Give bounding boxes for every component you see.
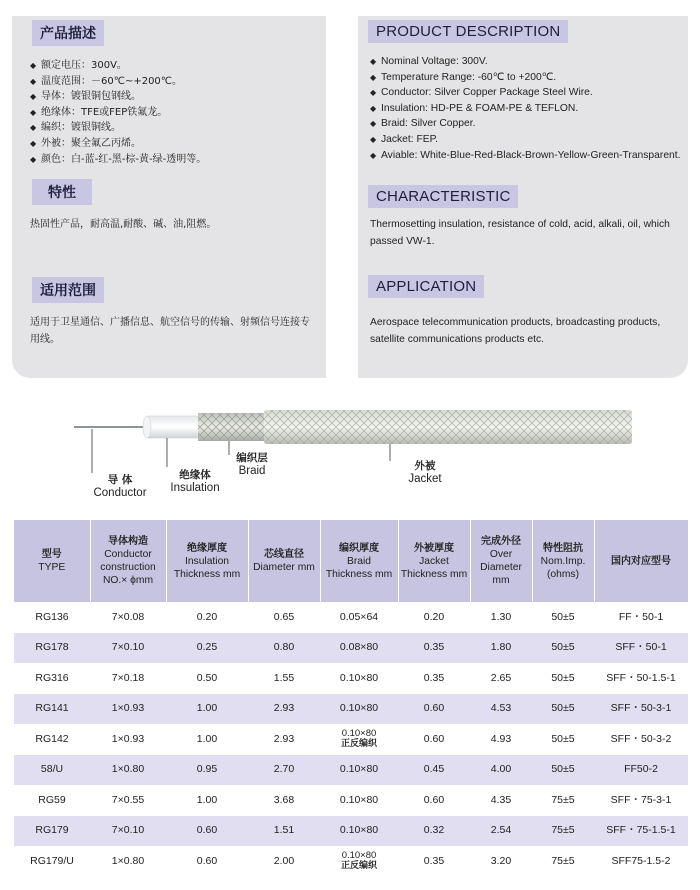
cell-imp: 75±5: [551, 793, 575, 806]
table-row: [14, 816, 688, 847]
cell-type: RG141: [14, 694, 90, 725]
cell-imp: 50±5: [551, 732, 575, 745]
spec-item: ◆ 导体：镀银铜包钢线。: [30, 89, 320, 105]
cell-braid: 0.10×80: [339, 793, 379, 806]
cell-type: RG316: [35, 671, 69, 684]
cell-over: 4.35: [490, 793, 512, 806]
cell-jacket: 0.32: [398, 816, 470, 847]
table-row: [14, 633, 688, 664]
spec-item: ◆ 额定电压：300V。: [30, 58, 320, 74]
cell-diameter: 2.93: [273, 732, 295, 745]
cell-type: RG179: [14, 816, 90, 847]
jacket-label: 外被 Jacket: [408, 460, 442, 485]
cell-over: 1.80: [470, 633, 532, 664]
table-row: [14, 694, 688, 725]
cell-diameter: 3.68: [273, 793, 295, 806]
cell-type: 58/U: [14, 755, 90, 786]
cell-imp: 50±5: [532, 755, 594, 786]
spec-item: ◆ 颜色：白-蓝-红-黑-棕-黄-绿-透明等。: [30, 152, 320, 168]
header-insulation: 绝缘厚度 Insulation Thickness mm: [166, 520, 248, 602]
cell-diameter: 0.65: [273, 610, 295, 623]
cell-conductor: 1×0.93: [90, 694, 166, 725]
header-domestic-model: 国内对应型号: [594, 520, 688, 602]
cell-imp: 50±5: [532, 633, 594, 664]
cell-braid: 0.08×80: [320, 633, 398, 664]
characteristic-title-cn: 特性: [32, 179, 92, 205]
cell-braid: 0.10×80: [339, 671, 379, 684]
desc-title-cn: 产品描述: [32, 20, 104, 46]
cell-domestic: SFF・50-3-2: [610, 732, 672, 745]
cell-type: RG142: [35, 732, 69, 745]
cell-jacket: 0.20: [423, 610, 445, 623]
cell-braid: 0.10×80: [320, 755, 398, 786]
header-jacket: 外被厚度 Jacket Thickness mm: [398, 520, 470, 602]
cell-over: 2.65: [490, 671, 512, 684]
spec-item: ◆ Aviable: White-Blue-Red-Black-Brown-Yellow-Green-Transparent.: [370, 148, 682, 164]
cell-insulation: 0.60: [166, 816, 248, 847]
cell-diameter: 0.80: [248, 633, 320, 664]
cell-domestic: SFF・50-1.5-1: [606, 671, 676, 684]
cell-conductor: 1×0.80: [90, 755, 166, 786]
braid-label: 编织层 Braid: [236, 452, 268, 477]
conductor-label: 导 体 Conductor: [93, 474, 147, 499]
cell-conductor: 1×0.80: [111, 854, 145, 867]
cell-domestic: SFF・75-3-1: [610, 793, 672, 806]
cell-domestic: SFF75-1.5-2: [611, 854, 671, 867]
cell-diameter: 1.51: [248, 816, 320, 847]
application-title-en: APPLICATION: [368, 275, 484, 298]
insulation-layer: [146, 416, 202, 438]
cell-insulation: 0.20: [196, 610, 218, 623]
cell-over: 4.93: [490, 732, 512, 745]
spec-item: ◆ Braid: Silver Copper.: [370, 116, 682, 132]
header-braid: 编织厚度 Braid Thickness mm: [320, 520, 398, 602]
table-row: [14, 724, 688, 755]
spec-item: ◆ 温度范围：－60℃~+200℃。: [30, 74, 320, 90]
cell-diameter: 2.00: [273, 854, 295, 867]
cell-imp: 50±5: [532, 694, 594, 725]
cell-over: 3.20: [490, 854, 512, 867]
cell-conductor: 7×0.55: [111, 793, 145, 806]
header-over-diameter: 完成外径 Over Diameter mm: [470, 520, 532, 602]
chinese-description-panel: [12, 16, 326, 378]
header-conductor: 导体构造 Conductor construction NO.× ϕmm: [90, 520, 166, 602]
header-diameter: 芯线直径 Diameter mm: [248, 520, 320, 602]
cell-conductor: 7×0.10: [90, 816, 166, 847]
cell-diameter: 1.55: [273, 671, 295, 684]
spec-item: ◆ 绝缘体：TFE或FEP铁氟龙。: [30, 105, 320, 121]
cell-domestic: SFF・50-1: [594, 633, 688, 664]
cell-jacket: 0.45: [398, 755, 470, 786]
cell-type: RG59: [38, 793, 66, 806]
characteristic-text-cn: 热固性产品，耐高温,耐酸、碱、油,阻燃。: [30, 219, 217, 230]
cell-domestic: FF50-2: [594, 755, 688, 786]
cell-insulation: 1.00: [196, 793, 218, 806]
cell-type: RG178: [14, 633, 90, 664]
cell-over: 2.54: [470, 816, 532, 847]
spec-item: ◆ Temperature Range: -60℃ to +200℃.: [370, 70, 682, 86]
cable-spec-table: [14, 520, 689, 877]
cell-braid: 0.10×80 正反编织: [340, 728, 377, 750]
cell-insulation: 0.95: [166, 755, 248, 786]
cell-insulation: 1.00: [166, 694, 248, 725]
cell-domestic: FF・50-1: [618, 610, 664, 623]
cell-insulation: 1.00: [196, 732, 218, 745]
cell-conductor: 7×0.18: [111, 671, 145, 684]
table-header-row: [14, 520, 688, 602]
cell-insulation: 0.60: [196, 854, 218, 867]
desc-title-en: PRODUCT DESCRIPTION: [368, 20, 568, 43]
cell-imp: 75±5: [551, 854, 575, 867]
spec-list-en: [370, 54, 682, 163]
cell-type: RG136: [35, 610, 69, 623]
cell-braid: 0.10×80: [320, 694, 398, 725]
cell-jacket: 0.60: [423, 793, 445, 806]
cell-braid: 0.10×80: [320, 816, 398, 847]
cell-braid: 0.05×64: [339, 610, 379, 623]
cell-imp: 50±5: [551, 671, 575, 684]
cell-conductor: 7×0.10: [90, 633, 166, 664]
table-row: [14, 846, 688, 877]
cell-over: 4.00: [470, 755, 532, 786]
cell-type: RG179/U: [30, 854, 74, 867]
cell-over: 4.53: [470, 694, 532, 725]
cell-conductor: 1×0.93: [111, 732, 145, 745]
english-description-panel: [358, 16, 688, 378]
table-row: [14, 663, 688, 694]
header-type: 型号 TYPE: [14, 520, 90, 602]
cell-jacket: 0.60: [398, 694, 470, 725]
application-title-cn: 适用范围: [32, 277, 104, 303]
header-impedance: 特性阻抗 Nom.Imp. (ohms): [532, 520, 594, 602]
cell-insulation: 0.25: [166, 633, 248, 664]
spec-item: ◆ Jacket: FEP.: [370, 132, 682, 148]
spec-item: ◆ Insulation: HD-PE & FOAM-PE & TEFLON.: [370, 101, 682, 117]
spec-item: ◆ 编织：镀银铜线。: [30, 120, 320, 136]
cell-domestic: SFF・50-3-1: [594, 694, 688, 725]
application-text-en: Aerospace telecommunication products, broadcasting products, satellite communications products etc.: [370, 317, 661, 345]
cell-insulation: 0.50: [196, 671, 218, 684]
cell-jacket: 0.35: [423, 671, 445, 684]
cell-over: 1.30: [490, 610, 512, 623]
cell-domestic: SFF・75-1.5-1: [594, 816, 688, 847]
cell-imp: 50±5: [551, 610, 575, 623]
cable-cross-section-diagram: [0, 395, 700, 515]
table-row: [14, 785, 688, 816]
cell-jacket: 0.35: [398, 633, 470, 664]
spec-item: ◆ 外被：聚全氟乙丙烯。: [30, 136, 320, 152]
cell-jacket: 0.35: [423, 854, 445, 867]
spec-item: ◆ Conductor: Silver Copper Package Steel Wire.: [370, 85, 682, 101]
cell-diameter: 2.93: [248, 694, 320, 725]
cell-diameter: 2.70: [248, 755, 320, 786]
insulation-label: 绝缘体 Insulation: [170, 469, 220, 494]
spec-item: ◆ Nominal Voltage: 300V.: [370, 54, 682, 70]
table-row: [14, 755, 688, 786]
spec-list-cn: [30, 58, 320, 167]
cell-jacket: 0.60: [423, 732, 445, 745]
application-text-cn: 适用于卫星通信、广播信息、航空信号的传输、射频信号连接专用线。: [30, 317, 310, 345]
characteristic-text-en: Thermosetting insulation, resistance of cold, acid, alkali, oil, which passed VW-1.: [370, 219, 670, 247]
table-row: [14, 602, 688, 633]
cell-imp: 75±5: [532, 816, 594, 847]
cell-braid: 0.10×80 正反编织: [340, 850, 377, 872]
cell-conductor: 7×0.08: [111, 610, 145, 623]
characteristic-title-en: CHARACTERISTIC: [368, 185, 518, 208]
